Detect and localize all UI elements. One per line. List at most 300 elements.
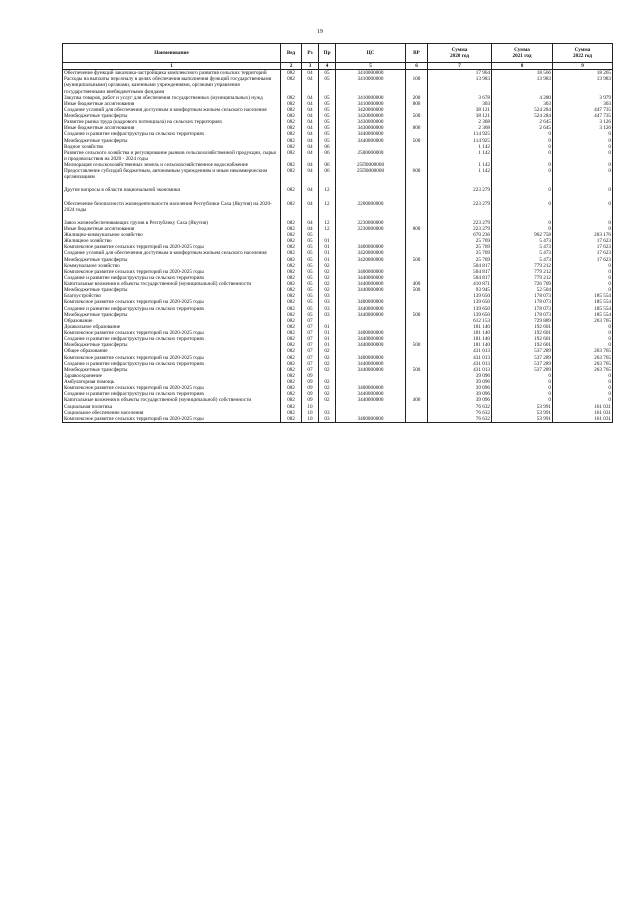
row-rz-cell: 09: [302, 379, 319, 385]
row-pr-cell: 03: [319, 293, 336, 299]
row-cs-cell: 3440000000: [336, 367, 406, 373]
row-sum-2020-cell: 431 013: [428, 355, 492, 361]
row-pr-cell: 06: [319, 168, 336, 187]
row-rz-cell: 05: [302, 269, 319, 275]
row-pr-cell: 03: [319, 299, 336, 305]
row-sum-2021-cell: 2 645: [492, 119, 553, 125]
row-sum-2022-cell: 263 765: [553, 348, 613, 354]
row-ved-cell: 082: [281, 70, 302, 77]
row-sum-2022-cell: 161 031: [553, 404, 613, 410]
row-name-cell: Межбюджетные трансферты: [63, 367, 281, 373]
row-pr-cell: 05: [319, 113, 336, 119]
row-rz-cell: 05: [302, 232, 319, 238]
row-ved-cell: 082: [281, 113, 302, 119]
row-name-cell: Амбулаторная помощь: [63, 379, 281, 385]
row-name-cell: Социальная политика: [63, 404, 281, 410]
row-name-cell: Коммунальное хозяйство: [63, 263, 281, 269]
row-pr-cell: 02: [319, 281, 336, 287]
row-sum-2022-cell: 185 554: [553, 293, 613, 299]
row-rz-cell: 04: [302, 101, 319, 107]
row-rz-cell: 05: [302, 281, 319, 287]
row-pr-cell: 01: [319, 336, 336, 342]
row-ved-cell: 082: [281, 361, 302, 367]
column-header: Вед: [281, 44, 302, 63]
row-sum-2020-cell: 93 945: [428, 287, 492, 293]
row-ved-cell: 082: [281, 416, 302, 423]
row-rz-cell: 07: [302, 361, 319, 367]
row-cs-cell: 3400000000: [336, 299, 406, 305]
row-sum-2022-cell: 0: [553, 336, 613, 342]
row-ved-cell: 082: [281, 76, 302, 94]
row-pr-cell: 02: [319, 379, 336, 385]
row-ved-cell: 082: [281, 131, 302, 137]
row-ved-cell: 082: [281, 397, 302, 403]
row-sum-2020-cell: 1 142: [428, 150, 492, 162]
row-sum-2022-cell: 0: [553, 201, 613, 220]
row-rz-cell: 10: [302, 404, 319, 410]
page-number: 19: [317, 29, 323, 35]
row-ved-cell: 082: [281, 306, 302, 312]
row-name-cell: Обеспечение функций заказчика-застройщика комплексного развития сельских территорий: [63, 70, 281, 77]
row-ved-cell: 082: [281, 269, 302, 275]
row-vr-cell: 500: [406, 257, 428, 263]
row-sum-2021-cell: 0: [492, 201, 553, 220]
row-name-cell: Комплексное развитие сельских территорий на 2020-2025 годы: [63, 269, 281, 275]
row-vr-cell: 500: [406, 312, 428, 318]
row-sum-2021-cell: 53 991: [492, 410, 553, 416]
row-sum-2022-cell: 161 031: [553, 410, 613, 416]
column-header: Сумма 2021 год: [492, 44, 553, 63]
row-sum-2022-cell: 0: [553, 131, 613, 137]
row-cs-cell: 2230000000: [336, 226, 406, 232]
row-vr-cell: [406, 70, 428, 77]
row-vr-cell: 200: [406, 95, 428, 101]
row-sum-2021-cell: 537 289: [492, 367, 553, 373]
row-ved-cell: 082: [281, 119, 302, 125]
row-pr-cell: 05: [319, 76, 336, 94]
row-rz-cell: 10: [302, 410, 319, 416]
row-rz-cell: 07: [302, 336, 319, 342]
row-sum-2021-cell: 0: [492, 397, 553, 403]
row-rz-cell: 07: [302, 324, 319, 330]
row-name-cell: Иные бюджетные ассигнования: [63, 101, 281, 107]
row-sum-2020-cell: 39 096: [428, 379, 492, 385]
row-name-cell: Закупка товаров, работ и услуг для обеспечения государственных (муниципальных) нужд: [63, 95, 281, 101]
column-number: 7: [428, 63, 492, 70]
row-sum-2021-cell: 0: [492, 168, 553, 187]
row-vr-cell: 400: [406, 281, 428, 287]
row-rz-cell: 04: [302, 119, 319, 125]
row-pr-cell: 01: [319, 342, 336, 348]
row-sum-2022-cell: 13 983: [553, 76, 613, 94]
row-cs-cell: 3420000000: [336, 257, 406, 263]
row-sum-2022-cell: 3 979: [553, 95, 613, 101]
row-sum-2020-cell: 76 632: [428, 404, 492, 410]
column-header: Сумма 2020 год: [428, 44, 492, 63]
row-cs-cell: 3410000000: [336, 101, 406, 107]
row-sum-2022-cell: 3 126: [553, 119, 613, 125]
row-vr-cell: [406, 416, 428, 423]
row-sum-2020-cell: 139 650: [428, 306, 492, 312]
row-sum-2021-cell: 18 566: [492, 70, 553, 77]
row-name-cell: Мелиорация сельскохозяйственных земель и сельскохозяйственное водоснабжение: [63, 162, 281, 168]
row-sum-2021-cell: 0: [492, 226, 553, 232]
row-sum-2022-cell: 0: [553, 287, 613, 293]
row-rz-cell: 07: [302, 367, 319, 373]
row-sum-2021-cell: 0: [492, 187, 553, 200]
column-number: 2: [281, 63, 302, 70]
column-number: 5: [336, 63, 406, 70]
row-sum-2020-cell: 431 013: [428, 348, 492, 354]
row-sum-2020-cell: 139 650: [428, 293, 492, 299]
row-cs-cell: 3440000000: [336, 138, 406, 144]
row-name-cell: Комплексное развитие сельских территорий на 2020-2025 годы: [63, 330, 281, 336]
row-rz-cell: 05: [302, 238, 319, 244]
row-name-cell: Социальное обеспечение населения: [63, 410, 281, 416]
row-ved-cell: 082: [281, 367, 302, 373]
row-vr-cell: 500: [406, 138, 428, 144]
row-pr-cell: 06: [319, 162, 336, 168]
row-ved-cell: 082: [281, 287, 302, 293]
row-rz-cell: 04: [302, 168, 319, 187]
row-sum-2020-cell: 431 013: [428, 361, 492, 367]
row-ved-cell: 082: [281, 125, 302, 131]
row-name-cell: Водное хозяйство: [63, 144, 281, 150]
row-sum-2020-cell: 223 279: [428, 201, 492, 220]
row-ved-cell: 082: [281, 226, 302, 232]
row-pr-cell: 05: [319, 119, 336, 125]
row-name-cell: Расходы на выплаты персоналу в целях обеспечения выполнения функций государственными (муниципальными) органами, казенными учреждениями, органами управления государственными внебюджетными фондами: [63, 76, 281, 94]
column-number: 8: [492, 63, 553, 70]
row-sum-2020-cell: 39 096: [428, 385, 492, 391]
row-sum-2020-cell: 114 925: [428, 131, 492, 137]
row-cs-cell: 3440000000: [336, 312, 406, 318]
row-pr-cell: 01: [319, 238, 336, 244]
row-ved-cell: 082: [281, 220, 302, 226]
row-sum-2021-cell: 537 289: [492, 361, 553, 367]
row-sum-2022-cell: 263 765: [553, 367, 613, 373]
column-header: Наименование: [63, 44, 281, 63]
row-rz-cell: 04: [302, 144, 319, 150]
row-sum-2022-cell: 263 765: [553, 361, 613, 367]
row-ved-cell: 082: [281, 324, 302, 330]
row-ved-cell: 082: [281, 250, 302, 256]
row-sum-2020-cell: 1 142: [428, 162, 492, 168]
row-pr-cell: 01: [319, 244, 336, 250]
row-sum-2021-cell: 0: [492, 391, 553, 397]
row-cs-cell: 2230000000: [336, 220, 406, 226]
row-ved-cell: 082: [281, 379, 302, 385]
row-name-cell: Создание и развитие инфраструктуры на сельских территориях: [63, 361, 281, 367]
row-sum-2020-cell: 504 817: [428, 263, 492, 269]
row-ved-cell: 082: [281, 187, 302, 200]
row-ved-cell: 082: [281, 348, 302, 354]
column-number: 9: [553, 63, 613, 70]
row-sum-2022-cell: 447 735: [553, 113, 613, 119]
row-rz-cell: 05: [302, 299, 319, 305]
row-sum-2022-cell: 0: [553, 187, 613, 200]
row-name-cell: Межбюджетные трансферты: [63, 113, 281, 119]
row-name-cell: Иные бюджетные ассигнования: [63, 125, 281, 131]
row-sum-2021-cell: 779 212: [492, 275, 553, 281]
row-name-cell: Создание и развитие инфраструктуры на сельских территориях: [63, 391, 281, 397]
row-sum-2022-cell: 0: [553, 379, 613, 385]
column-header: Пр: [319, 44, 336, 63]
row-sum-2022-cell: 0: [553, 269, 613, 275]
row-cs-cell: 2200000000: [336, 201, 406, 220]
row-pr-cell: 03: [319, 312, 336, 318]
row-sum-2021-cell: 726 709: [492, 281, 553, 287]
row-sum-2021-cell: 537 289: [492, 355, 553, 361]
row-cs-cell: 3420000000: [336, 113, 406, 119]
row-sum-2021-cell: 13 983: [492, 76, 553, 94]
column-number: 6: [406, 63, 428, 70]
row-sum-2021-cell: 779 212: [492, 263, 553, 269]
row-sum-2021-cell: 4 280: [492, 95, 553, 101]
row-name-cell: Создание и развитие инфраструктуры на сельских территориях: [63, 275, 281, 281]
row-sum-2020-cell: 223 279: [428, 187, 492, 200]
row-vr-cell: [406, 201, 428, 220]
row-rz-cell: 04: [302, 113, 319, 119]
row-sum-2021-cell: 524 284: [492, 107, 553, 113]
row-rz-cell: 05: [302, 250, 319, 256]
row-sum-2020-cell: 303: [428, 101, 492, 107]
row-sum-2021-cell: 0: [492, 379, 553, 385]
row-ved-cell: 082: [281, 410, 302, 416]
row-sum-2021-cell: 962 758: [492, 232, 553, 238]
row-ved-cell: 082: [281, 257, 302, 263]
row-cs-cell: 3440000000: [336, 342, 406, 348]
row-ved-cell: 082: [281, 107, 302, 113]
row-ved-cell: 082: [281, 404, 302, 410]
row-pr-cell: 02: [319, 385, 336, 391]
row-ved-cell: 082: [281, 168, 302, 187]
row-sum-2020-cell: 181 140: [428, 324, 492, 330]
row-sum-2020-cell: 25 769: [428, 238, 492, 244]
row-rz-cell: 05: [302, 306, 319, 312]
row-cs-cell: 3440000000: [336, 287, 406, 293]
row-sum-2021-cell: 303: [492, 101, 553, 107]
row-sum-2022-cell: 18 265: [553, 70, 613, 77]
row-sum-2021-cell: 779 212: [492, 269, 553, 275]
row-name-cell: Здравоохранение: [63, 373, 281, 379]
row-sum-2020-cell: 1 142: [428, 144, 492, 150]
row-sum-2020-cell: 25 769: [428, 244, 492, 250]
row-pr-cell: 02: [319, 355, 336, 361]
row-rz-cell: 04: [302, 76, 319, 94]
row-rz-cell: 04: [302, 187, 319, 200]
row-cs-cell: 3400000000: [336, 244, 406, 250]
row-sum-2022-cell: 0: [553, 324, 613, 330]
row-ved-cell: 082: [281, 232, 302, 238]
row-name-cell: Общее образование: [63, 348, 281, 354]
row-rz-cell: 09: [302, 397, 319, 403]
row-rz-cell: 04: [302, 220, 319, 226]
row-ved-cell: 082: [281, 138, 302, 144]
row-sum-2022-cell: 3 126: [553, 125, 613, 131]
row-sum-2021-cell: 53 991: [492, 404, 553, 410]
row-cs-cell: 3440000000: [336, 275, 406, 281]
row-vr-cell: 500: [406, 342, 428, 348]
row-cs-cell: 3400000000: [336, 416, 406, 423]
row-name-cell: Капитальные вложения в объекты государственной (муниципальной) собственности: [63, 281, 281, 287]
column-header: ВР: [406, 44, 428, 63]
column-number-row: [63, 63, 613, 70]
row-sum-2020-cell: 25 769: [428, 250, 492, 256]
row-cs-cell: [336, 187, 406, 200]
row-vr-cell: 400: [406, 397, 428, 403]
row-cs-cell: 3440000000: [336, 361, 406, 367]
row-sum-2020-cell: 670 236: [428, 232, 492, 238]
row-vr-cell: 800: [406, 101, 428, 107]
row-cs-cell: 3440000000: [336, 306, 406, 312]
row-sum-2022-cell: 185 554: [553, 299, 613, 305]
row-sum-2022-cell: 0: [553, 281, 613, 287]
row-sum-2022-cell: 303: [553, 101, 613, 107]
row-rz-cell: 07: [302, 342, 319, 348]
row-sum-2022-cell: 0: [553, 168, 613, 187]
row-pr-cell: 02: [319, 391, 336, 397]
column-header: Рз: [302, 44, 319, 63]
row-cs-cell: 3420000000: [336, 250, 406, 256]
row-ved-cell: 082: [281, 385, 302, 391]
row-pr-cell: 02: [319, 287, 336, 293]
row-pr-cell: 03: [319, 410, 336, 416]
row-name-cell: Создание и развитие инфраструктуры на сельских территориях: [63, 131, 281, 137]
row-rz-cell: 04: [302, 131, 319, 137]
row-ved-cell: 082: [281, 244, 302, 250]
row-pr-cell: 02: [319, 269, 336, 275]
row-sum-2020-cell: 3 678: [428, 95, 492, 101]
row-pr-cell: 12: [319, 187, 336, 200]
row-sum-2020-cell: 181 140: [428, 342, 492, 348]
row-name-cell: Жилищное хозяйство: [63, 238, 281, 244]
row-sum-2020-cell: 431 013: [428, 367, 492, 373]
row-vr-cell: [406, 150, 428, 162]
row-pr-cell: 02: [319, 367, 336, 373]
row-name-cell: Комплексное развитие сельских территорий на 2020-2025 годы: [63, 416, 281, 423]
row-sum-2022-cell: 447 735: [553, 107, 613, 113]
column-header: ЦС: [336, 44, 406, 63]
row-sum-2022-cell: 0: [553, 150, 613, 162]
row-rz-cell: 07: [302, 330, 319, 336]
row-rz-cell: 09: [302, 385, 319, 391]
row-cs-cell: 3430000000: [336, 119, 406, 125]
row-rz-cell: 09: [302, 373, 319, 379]
row-sum-2021-cell: 0: [492, 385, 553, 391]
row-pr-cell: 12: [319, 226, 336, 232]
row-pr-cell: 01: [319, 257, 336, 263]
row-pr-cell: 02: [319, 263, 336, 269]
row-sum-2021-cell: 178 073: [492, 306, 553, 312]
column-number: 1: [63, 63, 281, 70]
table-row: [63, 187, 613, 200]
row-rz-cell: 05: [302, 263, 319, 269]
row-pr-cell: 03: [319, 416, 336, 423]
row-sum-2022-cell: 0: [553, 397, 613, 403]
row-sum-2022-cell: 0: [553, 138, 613, 144]
row-sum-2022-cell: 0: [553, 342, 613, 348]
row-sum-2022-cell: 203 176: [553, 232, 613, 238]
row-ved-cell: 082: [281, 162, 302, 168]
row-sum-2022-cell: 0: [553, 144, 613, 150]
row-sum-2022-cell: 0: [553, 220, 613, 226]
row-name-cell: Комплексное развитие сельских территорий на 2020-2025 годы: [63, 385, 281, 391]
row-rz-cell: 05: [302, 312, 319, 318]
row-ved-cell: 082: [281, 299, 302, 305]
row-sum-2022-cell: 0: [553, 226, 613, 232]
row-ved-cell: 082: [281, 150, 302, 162]
row-sum-2022-cell: 0: [553, 330, 613, 336]
row-sum-2021-cell: 178 073: [492, 293, 553, 299]
row-sum-2021-cell: 192 601: [492, 336, 553, 342]
row-sum-2022-cell: 263 765: [553, 355, 613, 361]
row-sum-2020-cell: 181 140: [428, 330, 492, 336]
row-ved-cell: 082: [281, 336, 302, 342]
row-sum-2020-cell: 13 983: [428, 76, 492, 94]
row-sum-2021-cell: 5 473: [492, 257, 553, 263]
row-name-cell: Создание условий для обеспечения доступным и комфортным жильем сельского населения: [63, 250, 281, 256]
row-sum-2021-cell: 0: [492, 144, 553, 150]
row-rz-cell: 04: [302, 138, 319, 144]
row-rz-cell: 05: [302, 244, 319, 250]
row-vr-cell: 100: [406, 76, 428, 94]
row-cs-cell: 3400000000: [336, 269, 406, 275]
row-name-cell: Жилищно-коммунальное хозяйство: [63, 232, 281, 238]
row-name-cell: Межбюджетные трансферты: [63, 342, 281, 348]
row-sum-2022-cell: 17 623: [553, 257, 613, 263]
row-ved-cell: 082: [281, 281, 302, 287]
row-ved-cell: 082: [281, 238, 302, 244]
row-pr-cell: 12: [319, 220, 336, 226]
row-pr-cell: 05: [319, 95, 336, 101]
row-pr-cell: 02: [319, 348, 336, 354]
row-rz-cell: 04: [302, 70, 319, 77]
row-pr-cell: 05: [319, 125, 336, 131]
row-sum-2021-cell: 192 601: [492, 324, 553, 330]
row-pr-cell: 02: [319, 361, 336, 367]
row-vr-cell: 500: [406, 113, 428, 119]
column-number: 4: [319, 63, 336, 70]
row-cs-cell: 25П0000000: [336, 168, 406, 187]
row-rz-cell: 04: [302, 162, 319, 168]
row-sum-2021-cell: 2 645: [492, 125, 553, 131]
row-sum-2021-cell: 0: [492, 220, 553, 226]
row-rz-cell: 07: [302, 318, 319, 324]
row-sum-2021-cell: 524 284: [492, 113, 553, 119]
row-rz-cell: 10: [302, 416, 319, 423]
row-rz-cell: 05: [302, 293, 319, 299]
row-sum-2022-cell: 17 623: [553, 238, 613, 244]
row-pr-cell: 01: [319, 250, 336, 256]
row-cs-cell: 3400000000: [336, 355, 406, 361]
row-sum-2020-cell: 76 632: [428, 410, 492, 416]
row-rz-cell: 04: [302, 125, 319, 131]
row-sum-2022-cell: 263 765: [553, 318, 613, 324]
row-name-cell: Межбюджетные трансферты: [63, 257, 281, 263]
row-ved-cell: 082: [281, 293, 302, 299]
row-pr-cell: 05: [319, 70, 336, 77]
row-sum-2021-cell: 537 289: [492, 348, 553, 354]
row-vr-cell: 600: [406, 168, 428, 187]
row-rz-cell: 05: [302, 257, 319, 263]
row-vr-cell: 800: [406, 226, 428, 232]
row-pr-cell: 06: [319, 150, 336, 162]
row-name-cell: Капитальные вложения в объекты государственной (муниципальной) собственности: [63, 397, 281, 403]
row-ved-cell: 082: [281, 263, 302, 269]
row-sum-2021-cell: 729 889: [492, 318, 553, 324]
row-sum-2020-cell: 1 142: [428, 168, 492, 187]
